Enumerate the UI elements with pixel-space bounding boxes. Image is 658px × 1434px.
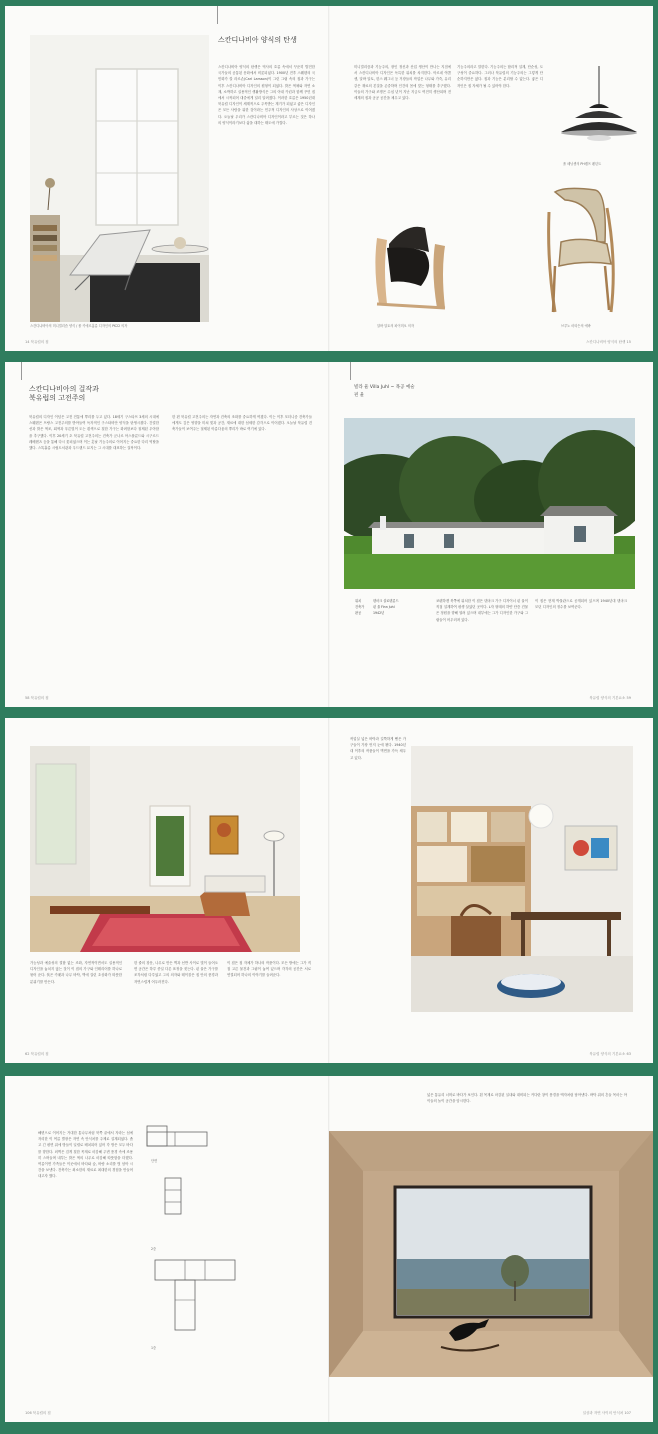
page-title-line-2: 북유럽의 고전주의 <box>29 394 86 402</box>
table-value: 덴마크 샬로텐룬드 <box>373 599 399 603</box>
spread-1 <box>5 6 653 351</box>
folio-right: 북유럽 양식의 기본요소 59 <box>589 696 631 700</box>
juhl-living-room-photo <box>30 746 300 952</box>
folio-left: 14 북유럽의 집 <box>25 340 49 344</box>
paimio-chair-photo <box>365 208 455 318</box>
juhl-study-photo <box>411 746 633 1012</box>
body-column-right: 한 편 북유럽 고전주의는 자연과 건축의 조화를 중요하게 여겼다. 이는 이후 모더니즘 건축가들에게도 깊은 영향을 미쳐 빛과 공간, 재료에 대한 섬세한 감각으로 이어졌다. 오늘날 북유럽 건축가들이 보여주는 절제된 아름다움의 뿌리가 바로 여기에 있다. <box>172 415 312 432</box>
table-value: 핀 율 Finn Juhl <box>373 605 395 609</box>
top-caption: 넓은 통유리 너머로 바다가 보인다. 흰 목재로 마감된 실내와 대비되는 커다란 창이 풍경을 액자처럼 담아낸다. 바닥 위의 흔들 목마는 아이들의 놀이 공간을 암시한다. <box>427 1093 627 1104</box>
folio-right: 북유럽 양식의 기본요소 63 <box>589 1052 631 1056</box>
body-column-3: 기능주의라고 말한다. 기능주의는 합리적 설계, 단순성, 도구성이 중요하다. 그러나 북유럽의 기능주의는 그렇게 단순하지만은 않다. 집과 기능은 분리할 수 없는다. 좋은 디자인은 집 자체가 될 수 있어야 한다. <box>457 65 543 88</box>
villa-juhl-photo <box>344 418 635 589</box>
body-column-left: 해변으로 이어지는 거대한 통나무처럼 북쪽 끝에서 자라는 섬에 자리한 이 여름 별장은 자연 속 안식처를 주제로 설계되었다. 좁고 긴 평면 위에 방들이 일렬로 배치되어 있어 각 방은 모두 바다를 향한다. 외벽은 검게 칠한 목재로 마감해 주변 풍경 속에 조용히 스며들며 내부는 밝은 색의 나무로 마감해 따뜻함을 더했다. 여름이면 가족들은 이곳에서 바다와 숲, 바람 소리를 벗 삼아 시간을 보낸다. 건축가는 최소한의 재료로 최대한의 경험을 만들어 내고자 했다. <box>38 1131 133 1179</box>
page-marker <box>217 6 218 24</box>
body-bottom-1: 코펜하겐 북쪽에 위치한 이 집은 덴마크 가구 디자이너 핀 율이 직접 설계하여 평생 살았던 곳이다. L자 형태의 하얀 단층 건물은 정원을 향해 열려 있으며 내부에는 그가 디자인한 가구와 그림들이 어우러져 있다. <box>436 599 528 622</box>
section-author: 핀 율 <box>354 393 365 398</box>
floor-plan-section <box>145 1124 245 1152</box>
sea-view-window-photo <box>329 1131 653 1377</box>
plan-label: 2층 <box>151 1247 157 1251</box>
page-marker <box>21 362 22 380</box>
info-table <box>355 598 433 616</box>
quote-column: 가능성과 예술성의 결합 없는 조화, 자연적이면서도 실용적인 디자인을 놓치지 않는 것이 이 집의 가구와 인테리어를 하나로 묶어 준다. 붉은 카펫과 나무 바닥, 벽에 걸린 초상화가 따뜻한 분위기를 만든다. <box>30 961 122 984</box>
page-title-line-1: 스칸디나비아의 걸작과 <box>29 385 99 393</box>
page-marker <box>350 362 351 380</box>
section-subhead: 빌라 율 Villa Juhl ~ 목공 예술 <box>354 385 415 390</box>
plan-label: 1층 <box>151 1346 157 1350</box>
spread-3 <box>5 718 653 1063</box>
body-column-2: 미니멀리즘과 기능주의, 장인 정신과 산업 생산이 만나는 지점에서 스칸디나비아 디자인은 독특한 위치를 차지한다. 아르네 야콥센, 알바 알토, 한스 웨그너 등 거장들의 작업은 나무와 가죽, 유리 같은 재료의 본질을 존중하며 인간의 몸에 맞는 형태를 추구했다. 이들의 가구와 조명은 수십 년이 지난 지금도 여전히 생산되며 전 세계의 집과 공공 공간을 채우고 있다. <box>354 65 451 101</box>
plan-label: 단면 <box>151 1159 158 1163</box>
folio-left: 62 북유럽의 집 <box>25 1052 49 1056</box>
folio-right: 일상과 자연 사이의 안식처 107 <box>582 1411 631 1415</box>
photo-caption: 스칸디나비아의 미니멀리즘 양식 / 폴 키에르홀름 디자인의 PK22 의자 <box>30 324 128 328</box>
body-column-1: 스칸디나비아 양식의 탄생은 역사의 흐름 속에서 꾸준히 발전한 국가들의 공통된 문화에서 비롯되었다. 1900년 전후 스웨덴의 국민화가 칼 라르손(Carl Larsson)이 그린 그림 속의 집과 가구는 이후 스칸디나비아 디자인의 원형이 되었다. 밝은 색채와 자연 소재, 소박하고 실용적인 생활방식은 그의 아내 카린과 함께 꾸민 집에서 시작되어 대중에게 널리 알려졌다. 이러한 흐름은 1950년대 북유럽 디자인이 세계적으로 주목받는 계기가 되었고 좋은 디자인은 모든 사람을 위한 것이라는 민주적 디자인의 사상으로 이어졌다. 오늘날 우리가 스칸디나비아 디자인이라고 부르는 것은 하나의 양식이라기보다 삶을 대하는 태도에 가깝다. <box>218 65 315 125</box>
table-value: 1942년 <box>373 611 385 615</box>
lamp-caption: 폴 헤닝센의 PH램프 펜던트 <box>563 162 602 166</box>
spread-4 <box>5 1076 653 1422</box>
table-label: 위치 <box>355 599 362 603</box>
top-caption: 작업실 넓은 바닥과 길쭉하게 뻗은 가구들이 가장 먼저 눈에 띈다. 1940년대 이후의 작품들이 벽면을 가득 채우고 있다. <box>350 737 406 760</box>
body-column-2: 한 줄의 창문, 나무로 만든 벽과 선반 사이로 빛이 들어오면 공간은 하루 종일 다른 표정을 짓는다. 핀 율은 가구를 조각처럼 다루었고 그의 의자와 테이블은 집 안의 풍경과 자연스럽게 어우러진다. <box>134 961 218 984</box>
folio-left: 58 북유럽의 집 <box>25 696 49 700</box>
folio-left: 106 북유럽의 집 <box>25 1411 51 1415</box>
folio-right: 스칸디나비아 양식의 탄생 15 <box>586 340 631 344</box>
living-room-photo <box>30 35 209 322</box>
table-label: 건축가 <box>355 605 365 609</box>
floor-plan-1f <box>145 1256 245 1336</box>
floor-plan-2f <box>145 1176 245 1216</box>
chair2-caption: 브루노 마티슨의 에바 <box>561 324 591 328</box>
body-bottom-2: 이 집은 현재 박물관으로 공개되어 있으며 1940년대 덴마크 모던 디자인의 정수를 보여준다. <box>535 599 627 610</box>
body-column-left: 북유럽의 디자인 이념은 고전 전통에 뿌리를 두고 있다. 18세기 구스타프 3세의 시대에 스웨덴은 프랑스 고전주의를 받아들여 독자적인 구스타비안 양식을 탄생시켰다. 간결한 선과 밝은 색조, 회색과 푸른빛이 도는 흰색으로 칠한 가구는 화려함보다 절제된 우아함을 추구했다. 이후 20세기 초 북유럽 고전주의는 건축가 군나르 아스플룬드와 시구르드 레베렌츠 등을 통해 다시 꽃피었으며 이는 훗날 기능주의로 이어지는 중요한 다리 역할을 했다. 스톡홀름 시립도서관과 우드랜드 묘지는 그 시대를 대표하는 걸작이다. <box>29 415 159 451</box>
ph-lamp-photo <box>553 66 643 146</box>
page-title: 스칸디나비아 양식의 탄생 <box>218 36 297 44</box>
living-room-illustration <box>30 35 209 322</box>
eva-chair-photo <box>535 182 630 318</box>
body-column-3: 이 집은 집 자체가 하나의 작품이다. 모든 방에는 그가 직접 고른 물건과 그림이 놓여 있으며 각각의 공간은 서로 연결되어 하나의 이야기를 들려준다. <box>227 961 311 978</box>
spread-2 <box>5 362 653 707</box>
table-label: 완공 <box>355 611 362 615</box>
chair1-caption: 알바 알토의 파이미오 의자 <box>377 324 414 328</box>
